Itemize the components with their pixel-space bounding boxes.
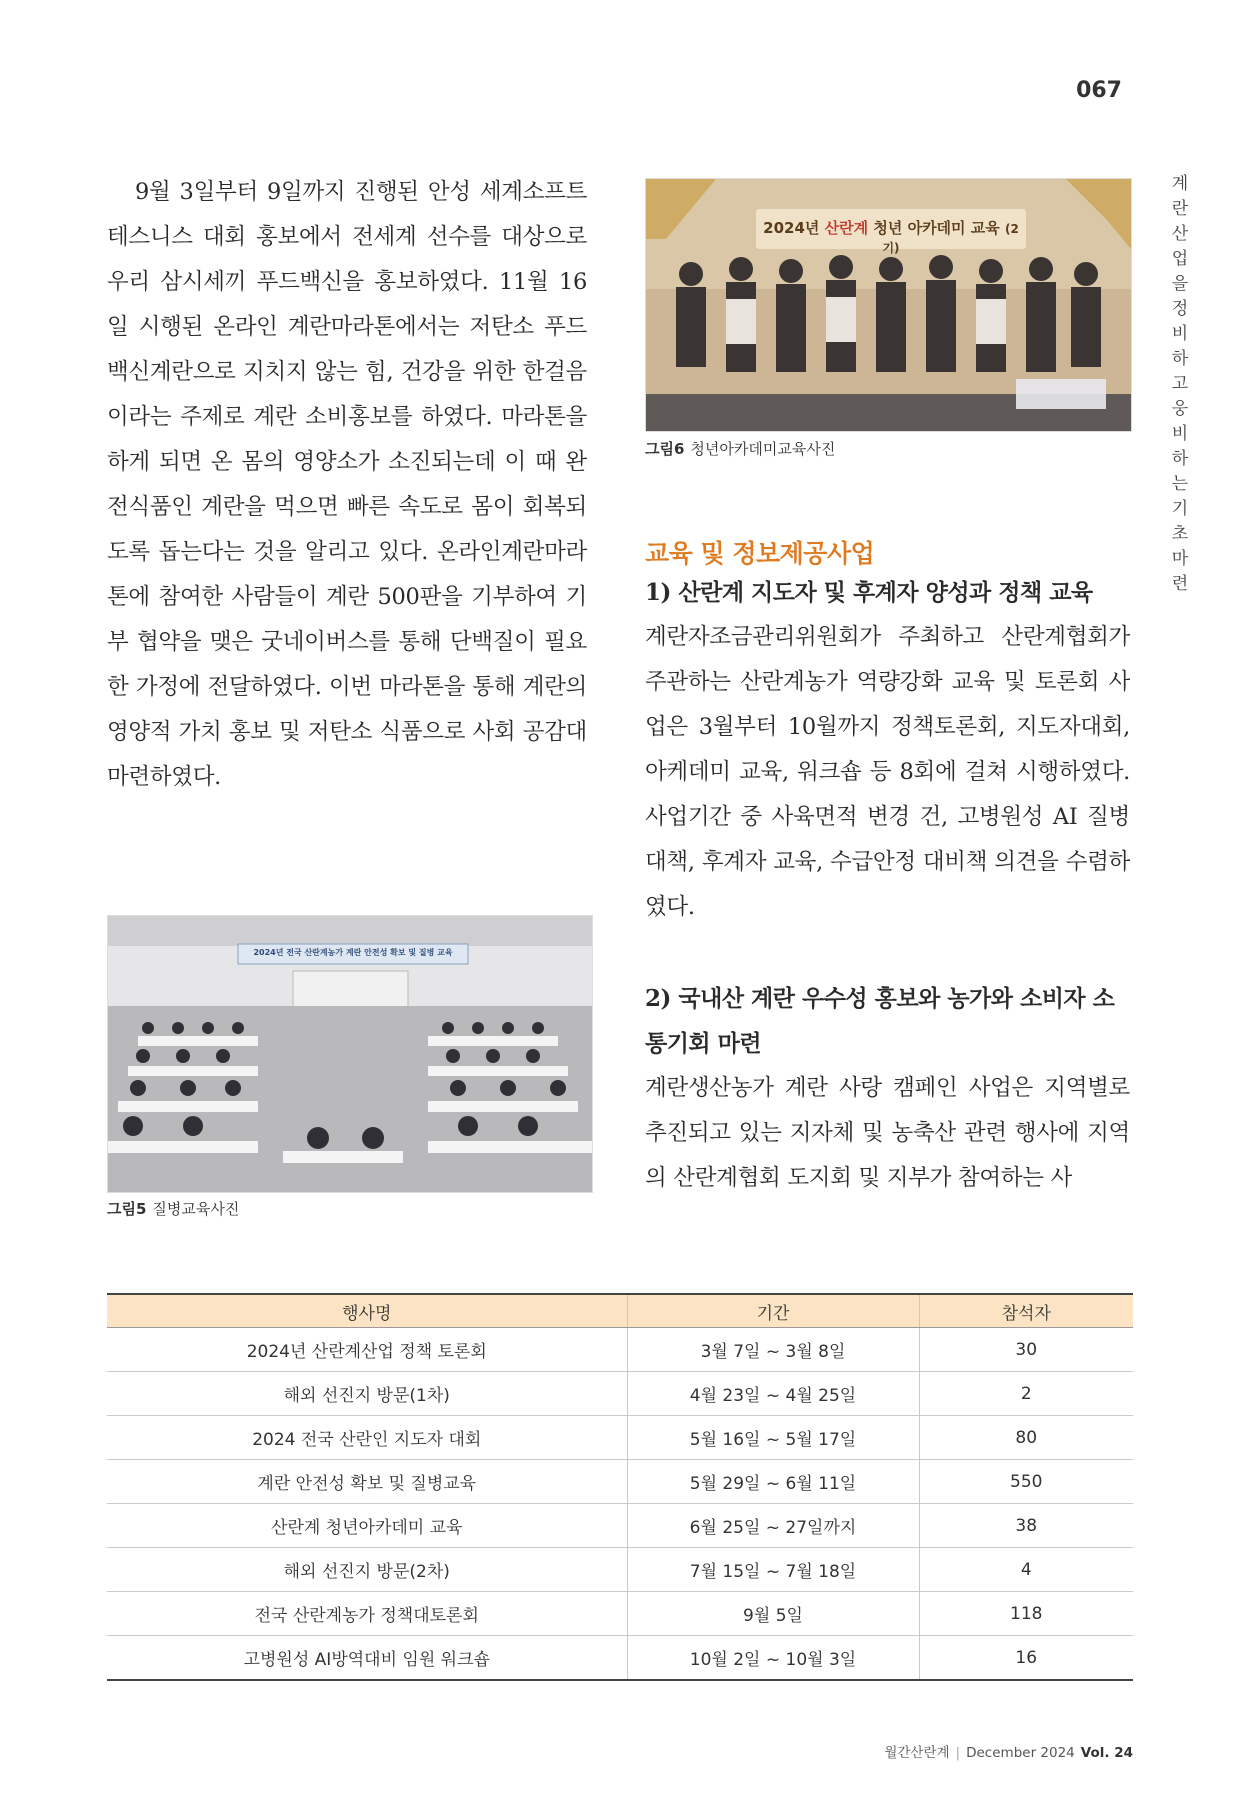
event-name-cell: 해외 선진지 방문(2차): [107, 1548, 627, 1592]
figure6-caption-text: 청년아카데미교육사진: [690, 440, 836, 458]
footer-volume: Vol. 24: [1080, 1745, 1133, 1761]
seminar-banner: 2024년 전국 산란계농가 계란 안전성 확보 및 질병 교육: [253, 948, 453, 957]
attendees-cell: 2: [919, 1372, 1133, 1416]
figure5-label: 그림5: [107, 1200, 147, 1218]
events-table: [107, 1293, 1133, 1681]
academy-banner-highlight: 산란계: [824, 219, 869, 237]
figure6-photo: [645, 178, 1132, 432]
figure5-photo: [107, 915, 593, 1193]
figure5-caption-text: 질병교육사진: [152, 1200, 240, 1218]
page-number: 067: [1076, 78, 1122, 103]
event-name-cell: 해외 선진지 방문(1차): [107, 1372, 627, 1416]
side-section-title: 계란산업을 정비하고 웅비하는 기초 마련: [1171, 174, 1189, 594]
event-name-cell: 고병원성 AI방역대비 임원 워크숍: [107, 1636, 627, 1681]
attendees-cell: 4: [919, 1548, 1133, 1592]
period-cell: 6월 25일 ~ 27일까지: [627, 1504, 919, 1548]
academy-banner-rest: 청년 아카데미 교육: [873, 219, 1000, 237]
table-row: [107, 1416, 1133, 1460]
academy-banner: [756, 217, 1026, 256]
event-name-cell: 2024 전국 산란인 지도자 대회: [107, 1416, 627, 1460]
attendees-cell: 550: [919, 1460, 1133, 1504]
page-footer: [884, 1741, 1133, 1761]
footer-separator: |: [955, 1745, 961, 1761]
footer-magazine: 월간산란계: [884, 1745, 950, 1761]
header-period: 기간: [627, 1294, 919, 1328]
figure6-label: 그림6: [645, 440, 685, 458]
period-cell: 10월 2일 ~ 10월 3일: [627, 1636, 919, 1681]
footer-issue: December 2024: [966, 1745, 1075, 1761]
left-paragraph: 9월 3일부터 9일까지 진행된 안성 세계소프트테스니스 대회 홍보에서 전세계 선수를 대상으로 우리 삼시세끼 푸드백신을 홍보하였다. 11월 16일 시행된 온라인 계란마라톤에서는 저탄소 푸드백신계란으로 지치지 않는 힘, 건강을 위한 한걸음이라는 주제로 계란 소비홍보를 하였다. 마라톤을 하게 되면 온 몸의 영양소가 소진되는데 이 때 완전식품인 계란을 먹으면 빠른 속도로 몸이 회복되도록 돕는다는 것을 알리고 있다. 온라인계란마라톤에 참여한 사람들이 계란 500판을 기부하여 기부 협약을 맺은 굿네이버스를 통해 단백질이 필요한 가정에 전달하였다. 이번 마라톤을 통해 계란의 영양적 가치 홍보 및 저탄소 식품으로 사회 공감대 마련하였다.: [107, 179, 587, 790]
subsection-1-body: 계란자조금관리위원회가 주최하고 산란계협회가 주관하는 산란계농가 역량강화 교육 및 토론회 사업은 3월부터 10월까지 정책토론회, 지도자대회, 아케데미 교육, 워크숍 등 8회에 걸쳐 시행하였다. 사업기간 중 사육면적 변경 건, 고병원성 AI 질병 대책, 후계자 교육, 수급안정 대비책 의견을 수렴하였다.: [645, 624, 1130, 920]
subsection-2-heading: 2) 국내산 계란 우수성 홍보와 농가와 소비자 소통기회 마련: [645, 985, 1115, 1057]
table-row: [107, 1372, 1133, 1416]
attendees-cell: 30: [919, 1328, 1133, 1372]
attendees-cell: 38: [919, 1504, 1133, 1548]
period-cell: 5월 16일 ~ 5월 17일: [627, 1416, 919, 1460]
subsection-2-body: 계란생산농가 계란 사랑 캠페인 사업은 지역별로 추진되고 있는 지자체 및 농축산 관련 행사에 지역의 산란계협회 도지회 및 지부가 참여하는 사: [645, 1075, 1130, 1191]
attendees-cell: 118: [919, 1592, 1133, 1636]
event-name-cell: 계란 안전성 확보 및 질병교육: [107, 1460, 627, 1504]
table-row: [107, 1328, 1133, 1372]
period-cell: 3월 7일 ~ 3월 8일: [627, 1328, 919, 1372]
subsection-1: [645, 570, 1130, 930]
table-row: [107, 1592, 1133, 1636]
period-cell: 5월 29일 ~ 6월 11일: [627, 1460, 919, 1504]
table-row: [107, 1636, 1133, 1681]
event-name-cell: 2024년 산란계산업 정책 토론회: [107, 1328, 627, 1372]
header-event-name: 행사명: [107, 1294, 627, 1328]
period-cell: 7월 15일 ~ 7월 18일: [627, 1548, 919, 1592]
left-column: [107, 170, 587, 800]
period-cell: 9월 5일: [627, 1592, 919, 1636]
academy-banner-suffix: (2기): [882, 222, 1019, 255]
attendees-cell: 80: [919, 1416, 1133, 1460]
period-cell: 4월 23일 ~ 4월 25일: [627, 1372, 919, 1416]
subsection-1-heading: 1) 산란계 지도자 및 후계자 양성과 정책 교육: [645, 579, 1093, 606]
header-attendees: 참석자: [919, 1294, 1133, 1328]
table-row: [107, 1548, 1133, 1592]
section-title: 교육 및 정보제공사업: [645, 539, 875, 568]
event-name-cell: 전국 산란계농가 정책대토론회: [107, 1592, 627, 1636]
table-header-row: [107, 1294, 1133, 1328]
figure6-caption: [645, 438, 835, 459]
figure5-caption: [107, 1198, 239, 1219]
event-name-cell: 산란계 청년아카데미 교육: [107, 1504, 627, 1548]
attendees-cell: 16: [919, 1636, 1133, 1681]
table-row: [107, 1504, 1133, 1548]
academy-banner-prefix: 2024년: [763, 219, 820, 237]
table-row: [107, 1460, 1133, 1504]
subsection-2: [645, 976, 1130, 1201]
